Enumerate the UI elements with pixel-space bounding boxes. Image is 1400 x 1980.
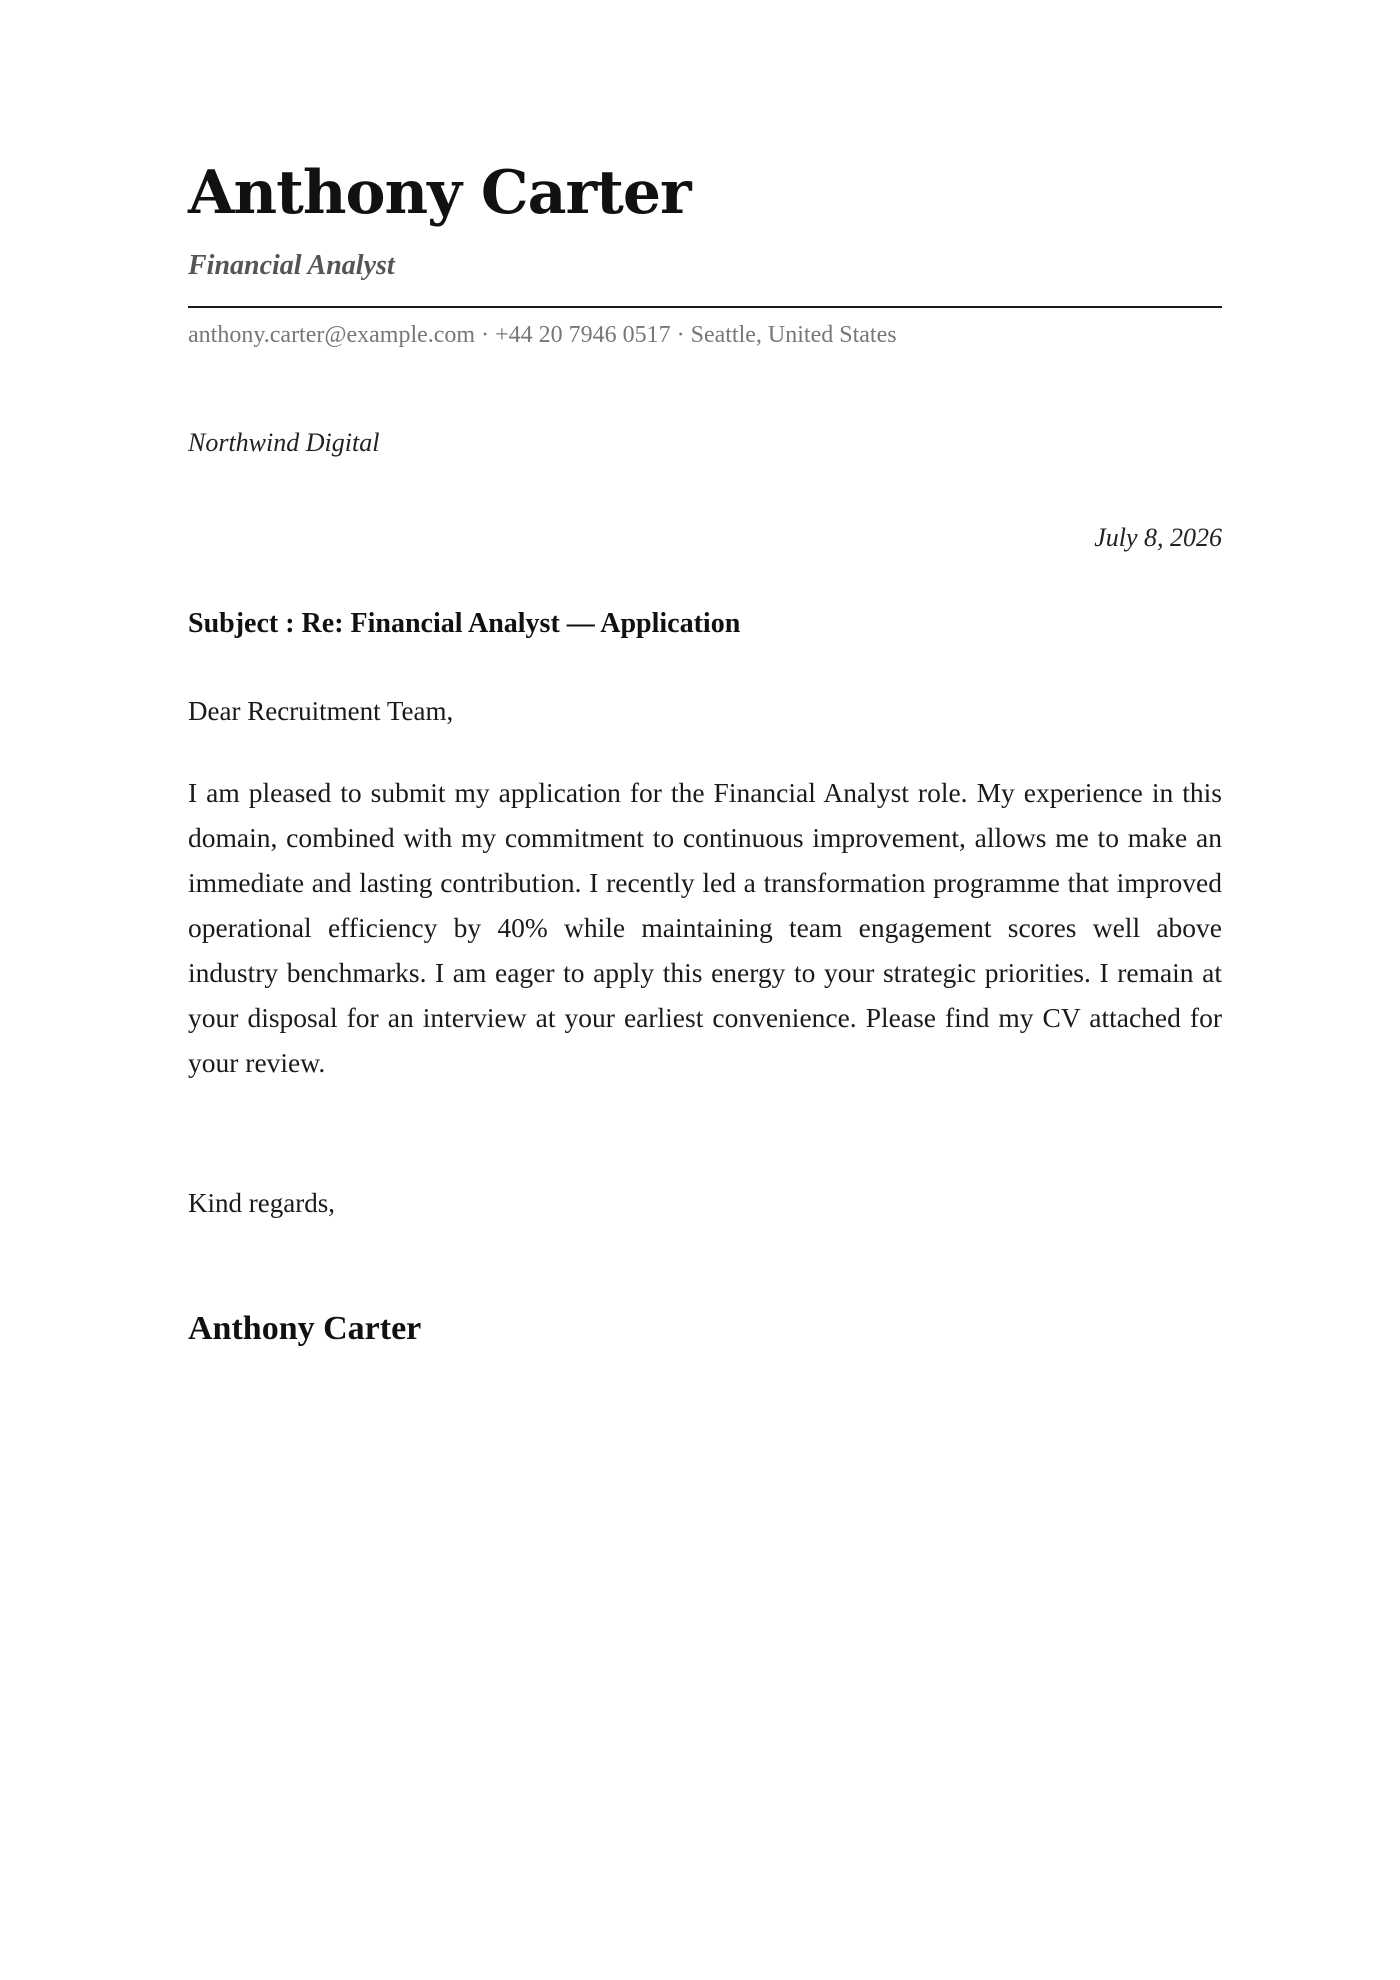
contact-line: anthony.carter@example.com · +44 20 7946 0517 · Seattle, United States [188,322,897,348]
letter-body: I am pleased to submit my application for the Financial Analyst role. My experience in this domain, combined with my commitment to continuous improvement, allows me to make an immediate and lasting contribution. I recently led a transformation programme that improved operational efficiency by 40% while maintaining team engagement scores well above industry benchmarks. I am eager to apply this energy to your strategic priorities. I remain at your disposal for an interview at your earliest convenience. Please find my CV attached for your review. [188,777,1222,1078]
salutation: Dear Recruitment Team, [188,696,454,726]
recipient-company: Northwind Digital [188,428,380,457]
closing: Kind regards, [188,1188,335,1218]
sender-name: Anthony Carter [188,158,691,228]
signature-name: Anthony Carter [188,1310,422,1347]
header-divider [188,306,1222,308]
letter-date: July 8, 2026 [1094,523,1222,552]
letter-page [188,0,1222,1980]
letter-subject: Subject : Re: Financial Analyst — Application [188,608,741,639]
sender-role: Financial Analyst [188,250,395,281]
